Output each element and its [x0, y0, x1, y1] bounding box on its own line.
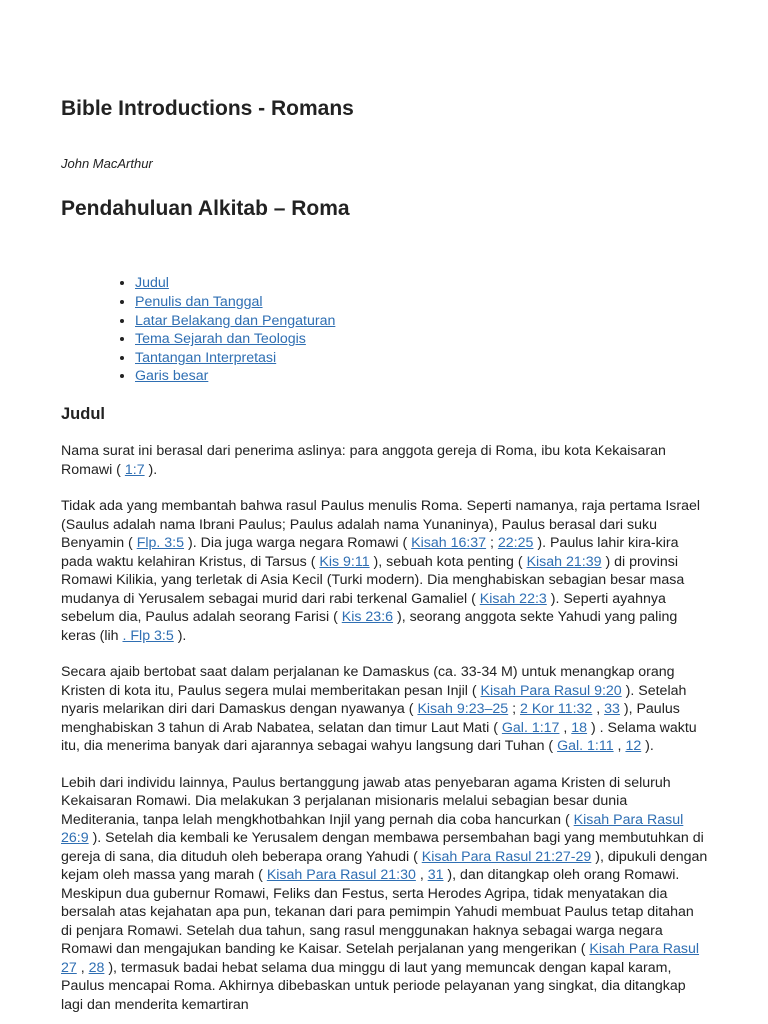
scripture-reference-link[interactable]: 22:25: [497, 535, 534, 552]
scripture-reference-link[interactable]: 33: [604, 701, 620, 718]
toc-item: [135, 330, 708, 349]
scripture-reference-link[interactable]: Kisah Para Rasul 27: [61, 941, 700, 976]
scripture-reference-link[interactable]: Kisah Para Rasul 21:30: [266, 867, 416, 884]
toc-link-tema[interactable]: Tema Sejarah dan Teologis: [135, 331, 306, 348]
toc-link-tantangan[interactable]: Tantangan Interpretasi: [135, 349, 277, 366]
scripture-reference-link[interactable]: . Flp 3:5: [122, 627, 174, 644]
toc-item: [135, 293, 708, 312]
scripture-reference-link[interactable]: Kisah 16:37: [411, 535, 487, 552]
page-title: Bible Introductions - Romans: [61, 97, 354, 120]
toc-link-penulis[interactable]: Penulis dan Tanggal: [135, 293, 263, 310]
scripture-reference-link[interactable]: Gal. 1:11: [557, 738, 614, 755]
toc-item: [135, 274, 708, 293]
scripture-reference-link[interactable]: 28: [88, 959, 105, 976]
toc-item: [135, 349, 708, 368]
scripture-reference-link[interactable]: Kis 9:11: [319, 553, 370, 570]
body-paragraph: Nama surat ini berasal dari penerima aslinya: para anggota gereja di Roma, ibu kota Kekaisaran Romawi ( 1:7 ).: [61, 443, 666, 478]
toc-link-latar[interactable]: Latar Belakang dan Pengaturan: [135, 312, 336, 329]
scripture-reference-link[interactable]: Kis 23:6: [341, 609, 394, 626]
scripture-reference-link[interactable]: 2 Kor 11:32: [519, 701, 593, 718]
body-paragraph: Secara ajaib bertobat saat dalam perjalanan ke Damaskus (ca. 33-34 M) untuk menangkap orang Kristen di kota itu, Paulus segera mulai memberitakan pesan Injil ( Kisah Para Rasul 9:20 ). Setelah nyaris melarikan diri dari Damaskus dengan nyawanya ( Kisah 9:23–25 ; 2 Kor 11:32 , 33 ), Paulus menghabiskan 3 tahun di Arab Nabatea, selatan dan timur Laut Mati ( Gal. 1:17 , 18 ) . Selama waktu itu, dia menerima banyak dari ajarannya sebagai wahyu langsung dari Tuhan ( Gal. 1:11 , 12 ).: [61, 664, 697, 755]
scripture-reference-link[interactable]: 18: [571, 719, 588, 736]
toc-item: [135, 367, 708, 386]
scripture-reference-link[interactable]: 1:7: [124, 461, 145, 478]
scripture-reference-link[interactable]: Kisah Para Rasul 9:20: [480, 682, 622, 699]
table-of-contents: [61, 274, 708, 386]
scripture-reference-link[interactable]: Kisah 9:23–25: [417, 701, 509, 718]
section-heading: Judul: [61, 404, 105, 423]
scripture-reference-link[interactable]: Flp. 3:5: [136, 535, 185, 552]
scripture-reference-link[interactable]: 12: [625, 738, 642, 755]
toc-link-judul[interactable]: Judul: [135, 275, 169, 292]
body-paragraph: Lebih dari individu lainnya, Paulus bertanggung jawab atas penyebaran agama Kristen di seluruh Kekaisaran Romawi. Dia melakukan 3 perjalanan misionaris melalui sebagian besar dunia Mediterania, tanpa lelah mengkhotbahkan Injil yang pernah dia coba hancurkan ( Kisah Para Rasul 26:9 ). Setelah dia kembali ke Yerusalem dengan membawa persembahan bagi yang membutuhkan di gereja di sana, dia dituduh oleh beberapa orang Yahudi ( Kisah Para Rasul 21:27-29 ), dipukuli dengan kejam oleh massa yang marah ( Kisah Para Rasul 21:30 , 31 ), dan ditangkap oleh orang Romawi. Meskipun dua gubernur Romawi, Feliks dan Festus, serta Herodes Agripa, tidak menyatakan dia bersalah atas kejahatan apa pun, tekanan dari para pemimpin Yahudi membuat Paulus tetap ditahan di penjara Romawi. Setelah dua tahun, sang rasul menggunakan haknya sebagai warga negara Romawi dan mengajukan banding ke Kaisar. Setelah perjalanan yang mengerikan ( Kisah Para Rasul 27 , 28 ), termasuk badai hebat selama dua minggu di laut yang memuncak dengan kapal karam, Paulus mencapai Roma. Akhirnya dibebaskan untuk periode pelayanan yang singkat, dia ditangkap lagi dan menderita kemartiran: [61, 774, 708, 1013]
scripture-reference-link[interactable]: Kisah 21:39: [526, 553, 602, 570]
scripture-reference-link[interactable]: Kisah Para Rasul 26:9: [61, 811, 684, 847]
scripture-reference-link[interactable]: Gal. 1:17: [501, 719, 560, 736]
scripture-reference-link[interactable]: 31: [427, 867, 444, 884]
toc-link-garis-besar[interactable]: Garis besar: [135, 368, 209, 385]
author: John MacArthur: [61, 156, 153, 172]
scripture-reference-link[interactable]: Kisah 22:3: [479, 590, 547, 607]
page-subtitle: Pendahuluan Alkitab – Roma: [61, 197, 350, 221]
toc-item: [135, 312, 708, 331]
body-paragraph: Tidak ada yang membantah bahwa rasul Paulus menulis Roma. Seperti namanya, raja pertama Israel (Saulus adalah nama Ibrani Paulus; Paulus adalah nama Yunaninya), Paulus berasal dari suku Benyamin ( Flp. 3:5 ). Dia juga warga negara Romawi ( Kisah 16:37 ; 22:25 ). Paulus lahir kira-kira pada waktu kelahiran Kristus, di Tarsus ( Kis 9:11 ), sebuah kota penting ( Kisah 21:39 ) di provinsi Romawi Kilikia, yang terletak di Asia Kecil (Turki modern). Dia menghabiskan sebagian besar masa mudanya di Yerusalem sebagai murid dari rabi terkenal Gamaliel ( Kisah 22:3 ). Seperti ayahnya sebelum dia, Paulus adalah seorang Farisi ( Kis 23:6 ), seorang anggota sekte Yahudi yang paling keras (lih . Flp 3:5 ).: [61, 498, 701, 644]
scripture-reference-link[interactable]: Kisah Para Rasul 21:27-29: [421, 848, 592, 865]
